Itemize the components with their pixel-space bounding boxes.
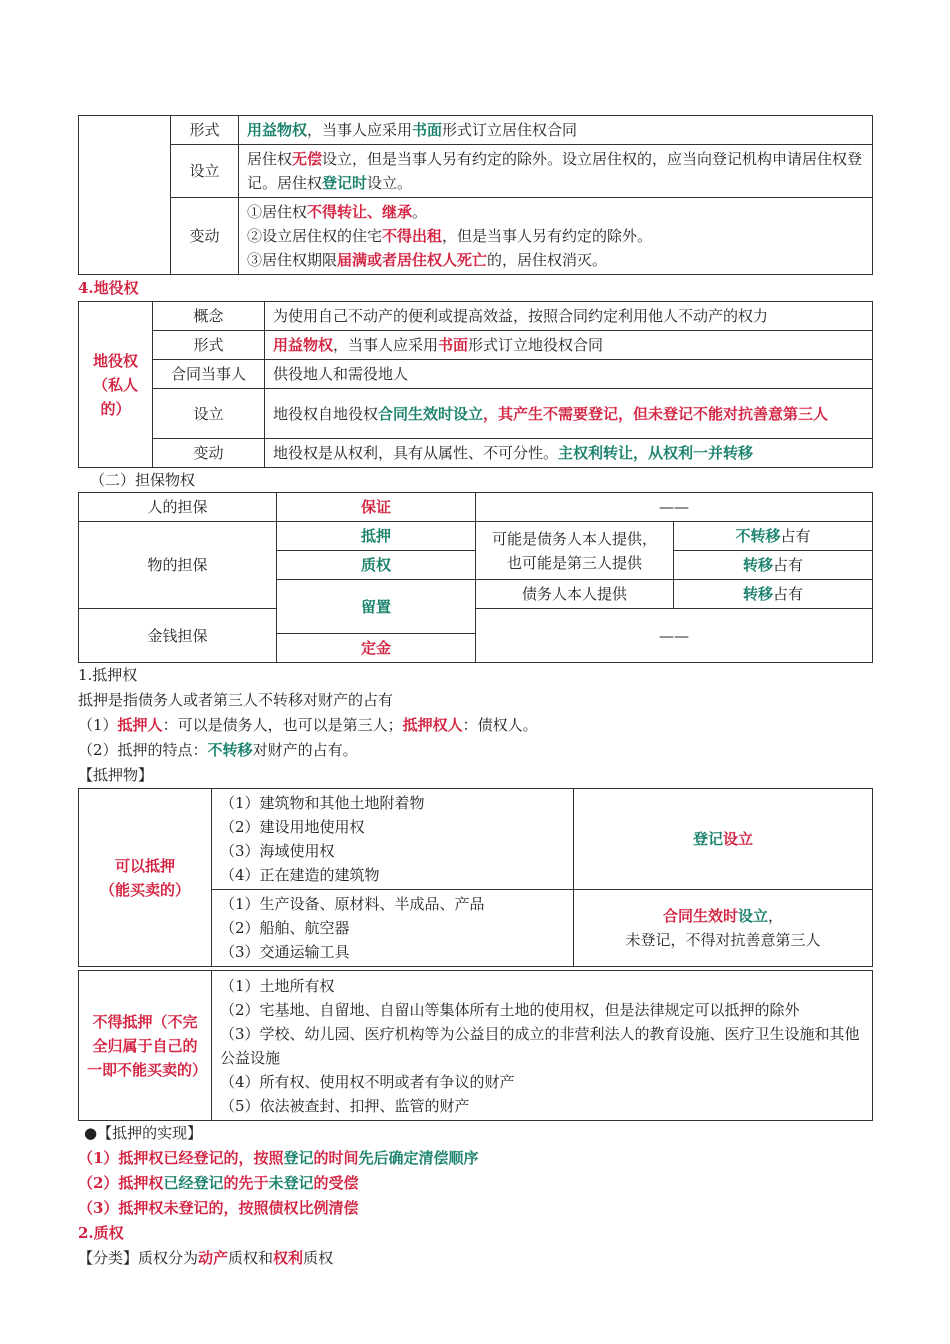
- realization-rule-2: （2）抵押权已经登记的先于未登记的受偿: [78, 1174, 359, 1192]
- easement-title-cell: 地役权 （私人的）: [79, 302, 153, 468]
- easement-form-label: 形式: [153, 331, 265, 360]
- pledge-classification: 【分类】质权分为动产质权和权利质权: [78, 1249, 334, 1267]
- easement-change-label: 变动: [153, 439, 265, 468]
- list-item: （4）正在建造的建筑物: [220, 866, 380, 884]
- guarantee-table: [78, 492, 873, 663]
- residence-form-label: 形式: [171, 116, 239, 145]
- mortgage-label: 抵押: [277, 522, 476, 551]
- cannot-mortgage-cell: 不得抵押（不完全归属于自己的一即不能买卖的）: [79, 971, 212, 1121]
- page: [78, 115, 873, 1271]
- cannot-mortgage-table: [78, 970, 873, 1121]
- guaranty-label: 保证: [277, 493, 476, 522]
- collateral-group-2: [212, 890, 574, 967]
- list-item: （3）学校、幼儿园、医疗机构等为公益目的成立的非营利法人的教育设施、医疗卫生设施和其他公益设施: [220, 1024, 860, 1067]
- easement-concept-text: 为使用自己不动产的便利或提高效益，按照合同约定利用他人不动产的权力: [265, 302, 873, 331]
- pledge-possession: 转移占有: [674, 551, 873, 580]
- money-dash: ——: [476, 609, 873, 663]
- residence-title-cell: [79, 116, 171, 275]
- guarantee-heading: （二）担保物权: [90, 471, 196, 489]
- easement-parties-label: 合同当事人: [153, 360, 265, 389]
- collateral-group-1-rule: 登记设立: [574, 789, 873, 890]
- list-item: （5）依法被查封、扣押、监管的财产: [220, 1096, 470, 1115]
- easement-parties-text: 供役地人和需役地人: [265, 360, 873, 389]
- deposit-label: 定金: [277, 634, 476, 663]
- easement-concept-label: 概念: [153, 302, 265, 331]
- residence-right-table: [78, 115, 873, 275]
- realization-rule-3: （3）抵押权未登记的，按照债权比例清偿: [78, 1199, 359, 1217]
- mortgage-possession: 不转移占有: [674, 522, 873, 551]
- lien-provider: 债务人本人提供: [476, 580, 674, 609]
- list-item: （4）所有权、使用权不明或者有争议的财产: [220, 1072, 515, 1091]
- collateral-group-2-rule: 合同生效时设立， 未登记，不得对抗善意第三人: [574, 890, 873, 967]
- lien-possession: 转移占有: [674, 580, 873, 609]
- easement-change-text: 地役权是从权利，具有从属性、不可分性。主权利转让，从权利一并转移: [265, 439, 873, 468]
- collateral-group-1: [212, 789, 574, 890]
- mortgage-point-1: （1）抵押人：可以是债务人，也可以是第三人；抵押权人：债权人。: [78, 716, 538, 734]
- pledge-label: 质权: [277, 551, 476, 580]
- residence-setup-label: 设立: [171, 145, 239, 198]
- money-guarantee-label: 金钱担保: [79, 609, 277, 663]
- easement-heading: 4.地役权: [78, 279, 139, 297]
- cannot-mortgage-list: [212, 971, 873, 1121]
- list-item: （1）建筑物和其他土地附着物: [220, 794, 425, 812]
- guaranty-dash: ——: [476, 493, 873, 522]
- residence-change-label: 变动: [171, 198, 239, 275]
- property-guarantee-label: 物的担保: [79, 522, 277, 609]
- easement-setup-label: 设立: [153, 389, 265, 439]
- mortgage-point-2: （2）抵押的特点：不转移对财产的占有。: [78, 741, 358, 759]
- lien-label: 留置: [277, 580, 476, 634]
- person-guarantee-label: 人的担保: [79, 493, 277, 522]
- list-item: （3）海域使用权: [220, 842, 335, 860]
- residence-form-text: 用益物权，当事人应采用书面形式订立居住权合同: [239, 116, 873, 145]
- list-item: （2）建设用地使用权: [220, 818, 365, 836]
- realization-rule-1: （1）抵押权已经登记的，按照登记的时间先后确定清偿顺序: [78, 1149, 479, 1167]
- can-mortgage-cell: 可以抵押 （能买卖的）: [79, 789, 212, 967]
- easement-table: [78, 301, 873, 468]
- list-item: （2）船舶、航空器: [220, 919, 350, 937]
- pledge-heading: 2.质权: [78, 1224, 124, 1242]
- residence-change-text: ①居住权不得转让、继承。 ②设立居住权的住宅不得出租，但是当事人另有约定的除外。 ③居住权期限届满或者居住权人死亡的，居住权消灭。: [239, 198, 873, 275]
- collateral-table: [78, 788, 873, 967]
- easement-setup-text: 地役权自地役权合同生效时设立，其产生不需要登记，但未登记不能对抗善意第三人: [265, 389, 873, 439]
- mortgage-heading: 1.抵押权: [78, 666, 138, 684]
- realization-heading: ●【抵押的实现】: [84, 1124, 203, 1142]
- easement-form-text: 用益物权，当事人应采用书面形式订立地役权合同: [265, 331, 873, 360]
- list-item: （1）生产设备、原材料、半成品、产品: [220, 895, 485, 913]
- residence-setup-text: 居住权无偿设立，但是当事人另有约定的除外。设立居住权的，应当向登记机构申请居住权登记。居住权登记时设立。: [239, 145, 873, 198]
- list-item: （2）宅基地、自留地、自留山等集体所有土地的使用权，但是法律规定可以抵押的除外: [220, 1000, 800, 1019]
- provider-cell: 可能是债务人本人提供， 也可能是第三人提供: [476, 522, 674, 580]
- mortgage-definition: 抵押是指债务人或者第三人不转移对财产的占有: [78, 691, 394, 709]
- list-item: （3）交通运输工具: [220, 943, 350, 961]
- list-item: （1）土地所有权: [220, 976, 335, 995]
- collateral-heading: 【抵押物】: [78, 766, 154, 784]
